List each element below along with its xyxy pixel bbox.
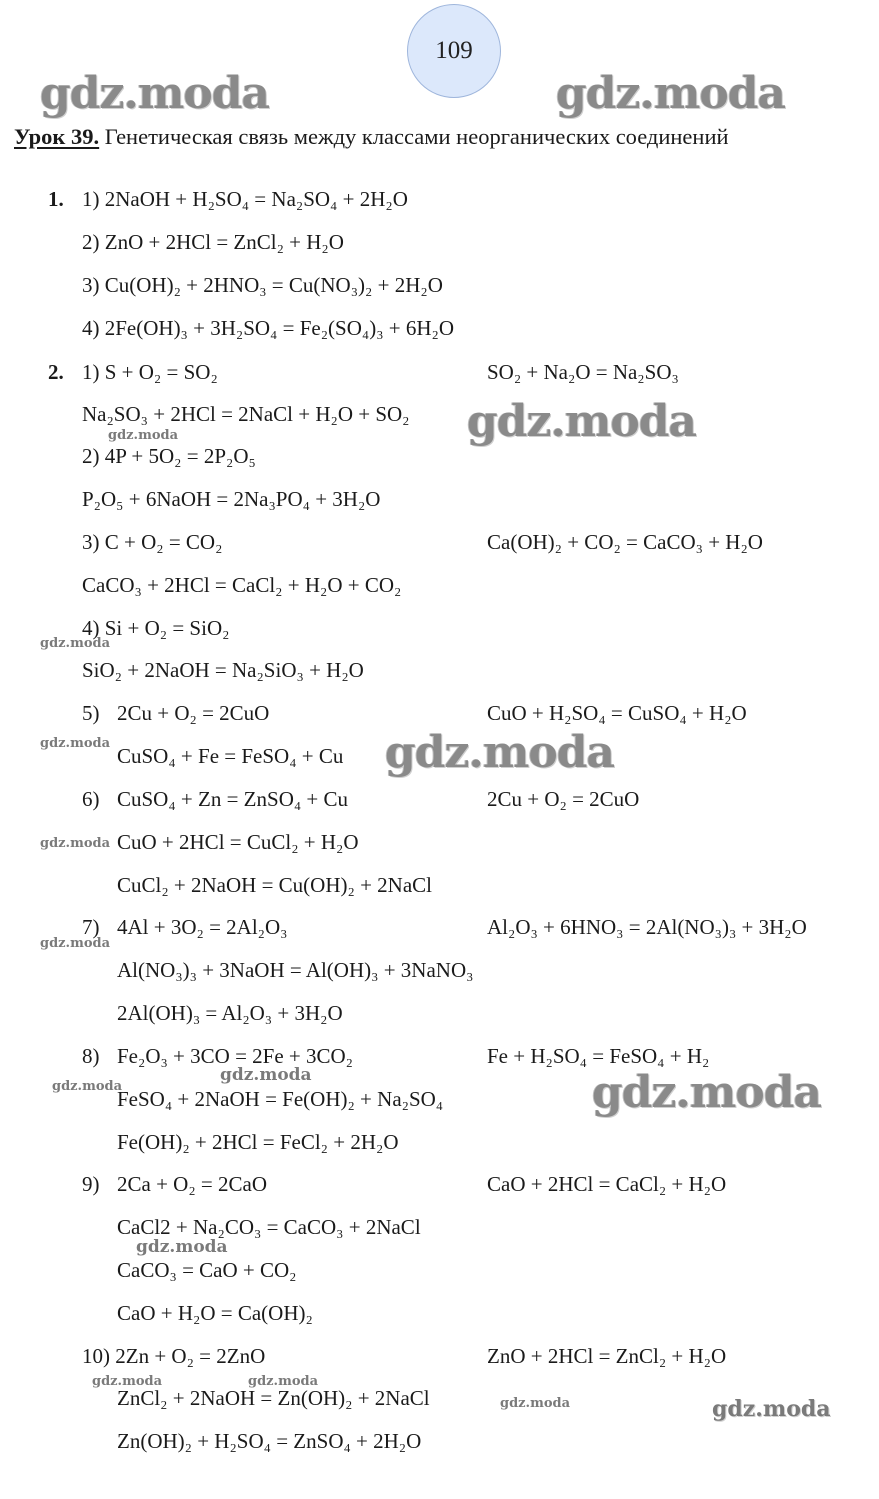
equation: CuSO₄ + Zn = ZnSO₄ + Cu [117, 787, 349, 811]
watermark: gdz.moda [592, 1067, 822, 1118]
equation: Na₂SO₃ + 2HCl = 2NaCl + H₂O + SO₂ [82, 402, 410, 426]
equation: CuSO₄ + Fe = FeSO₄ + Cu [117, 744, 344, 768]
equation: SO₂ + Na₂O = Na₂SO₃ [487, 360, 679, 384]
equation: Fe₂O₃ + 3CO = 2Fe + 3CO₂ [117, 1044, 354, 1068]
equation: 2) ZnO + 2HCl = ZnCl₂ + H₂O [82, 230, 344, 254]
watermark-small: gdz.moda [40, 936, 111, 951]
equation: 2Cu + O₂ = 2CuO [117, 701, 270, 725]
equation: 4Al + 3O₂ = 2Al₂O₃ [117, 915, 288, 939]
item-number: 5) [82, 701, 100, 725]
item-number: 6) [82, 787, 100, 811]
watermark-small: gdz.moda [500, 1396, 571, 1411]
watermark-small: gdz.moda [136, 1237, 228, 1257]
equation: Ca(OH)₂ + CO₂ = CaCO₃ + H₂O [487, 530, 763, 554]
equation: 1) 2NaOH + H₂SO₄ = Na₂SO₄ + 2H₂O [82, 187, 408, 211]
watermark-small: gdz.moda [40, 736, 111, 751]
equation: 3) C + O₂ = CO₂ [82, 530, 223, 554]
equation: CaO + 2HCl = CaCl₂ + H₂O [487, 1172, 727, 1196]
equation: Al(NO₃)₃ + 3NaOH = Al(OH)₃ + 3NaNO₃ [117, 958, 474, 982]
item-number: 8) [82, 1044, 100, 1068]
task-number: 1. [48, 187, 64, 211]
equation: Fe(OH)₂ + 2HCl = FeCl₂ + 2H₂O [117, 1130, 399, 1154]
equation: 4) Si + O₂ = SiO₂ [82, 616, 230, 640]
watermark: gdz.moda [467, 396, 697, 447]
equation: 2Cu + O₂ = 2CuO [487, 787, 640, 811]
equation: ZnO + 2HCl = ZnCl₂ + H₂O [487, 1344, 727, 1368]
watermark-small: gdz.moda [108, 428, 179, 443]
equation: 10) 2Zn + O₂ = 2ZnO [82, 1344, 266, 1368]
equation: CuO + H₂SO₄ = CuSO₄ + H₂O [487, 701, 747, 725]
watermark-small: gdz.moda [248, 1374, 319, 1389]
page-number-badge: 109 [407, 4, 501, 98]
equation: 1) S + O₂ = SO₂ [82, 360, 218, 384]
equation: Fe + H₂SO₄ = FeSO₄ + H₂ [487, 1044, 710, 1068]
watermark-small: gdz.moda [220, 1065, 312, 1085]
equation: 2Al(OH)₃ = Al₂O₃ + 3H₂O [117, 1001, 343, 1025]
equation: CaO + H₂O = Ca(OH)₂ [117, 1301, 313, 1325]
equation: 2) 4P + 5O₂ = 2P₂O₅ [82, 444, 256, 468]
item-number: 9) [82, 1172, 100, 1196]
equation: SiO₂ + 2NaOH = Na₂SiO₃ + H₂O [82, 658, 364, 682]
equation: ZnCl₂ + 2NaOH = Zn(OH)₂ + 2NaCl [117, 1386, 430, 1410]
equation: Zn(OH)₂ + H₂SO₄ = ZnSO₄ + 2H₂O [117, 1429, 422, 1453]
equation: P₂O₅ + 6NaOH = 2Na₃PO₄ + 3H₂O [82, 487, 381, 511]
equation: FeSO₄ + 2NaOH = Fe(OH)₂ + Na₂SO₄ [117, 1087, 444, 1111]
watermark: gdz.moda [556, 68, 786, 119]
equation: Al₂O₃ + 6HNO₃ = 2Al(NO₃)₃ + 3H₂O [487, 915, 807, 939]
watermark-small: gdz.moda [52, 1079, 123, 1094]
watermark-small: gdz.moda [712, 1396, 831, 1422]
equation: 3) Cu(OH)₂ + 2HNO₃ = Cu(NO₃)₂ + 2H₂O [82, 273, 443, 297]
watermark-small: gdz.moda [40, 636, 111, 651]
equation: CaCO₃ = CaO + CO₂ [117, 1258, 297, 1282]
equation: CaCl2 + Na₂CO₃ = CaCO₃ + 2NaCl [117, 1215, 421, 1239]
equation: 2Ca + O₂ = 2CaO [117, 1172, 267, 1196]
watermark-small: gdz.moda [40, 836, 111, 851]
equation: CuCl₂ + 2NaOH = Cu(OH)₂ + 2NaCl [117, 873, 432, 897]
lesson-title: Генетическая связь между классами неорганических соединений [104, 124, 729, 149]
equation: CuO + 2HCl = CuCl₂ + H₂O [117, 830, 359, 854]
watermark-small: gdz.moda [92, 1374, 163, 1389]
item-number: 7) [82, 915, 100, 939]
watermark: gdz.moda [40, 68, 270, 119]
task-number: 2. [48, 360, 64, 384]
watermark: gdz.moda [385, 727, 615, 778]
equation: 4) 2Fe(OH)₃ + 3H₂SO₄ = Fe₂(SO₄)₃ + 6H₂O [82, 316, 455, 340]
equation: CaCO₃ + 2HCl = CaCl₂ + H₂O + CO₂ [82, 573, 402, 597]
lesson-number: Урок 39. [14, 124, 100, 149]
lesson-heading [14, 124, 729, 150]
